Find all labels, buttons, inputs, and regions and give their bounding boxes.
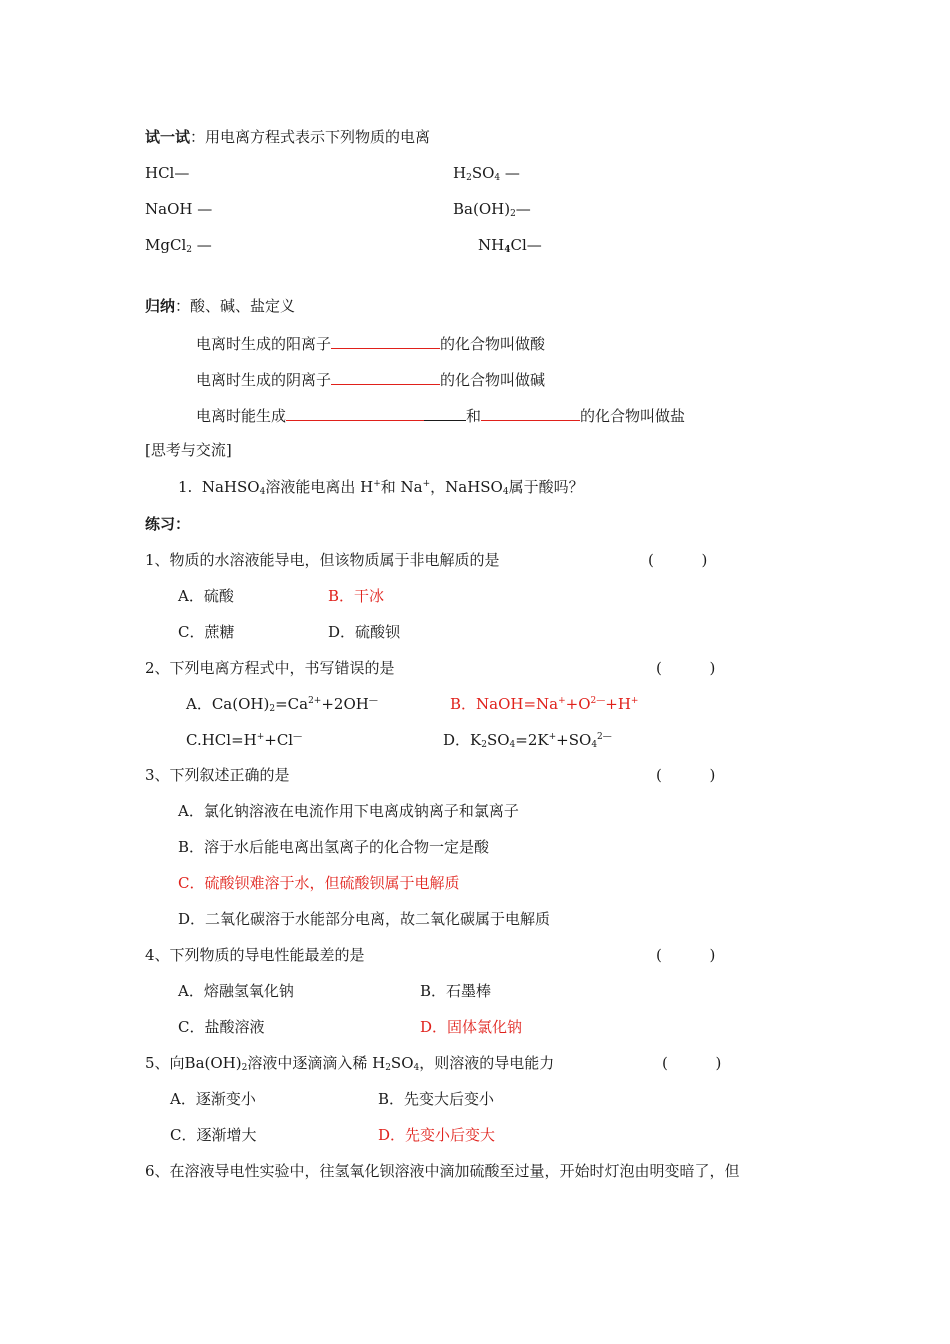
try-instruction: 试一试：用电离方程式表示下列物质的电离 — [145, 128, 431, 146]
q1-option-b[interactable]: B．干冰 — [328, 587, 385, 605]
q1-answer-paren[interactable]: ( ) — [648, 551, 708, 569]
salt-blank-1-tail — [424, 404, 466, 421]
q2-answer-paren[interactable]: ( ) — [656, 659, 716, 677]
q5-option-c[interactable]: C．逐渐增大 — [170, 1126, 257, 1144]
acid-definition: 电离时生成的阳离子 的化合物叫做酸 — [196, 332, 545, 354]
q3-answer-paren[interactable]: ( ) — [656, 766, 716, 784]
salt-definition: 电离时能生成 和 的化合物叫做盐 — [196, 404, 685, 426]
summary-title: 归纳：酸、碱、盐定义 — [145, 297, 296, 315]
q4-option-a[interactable]: A．熔融氢氧化钠 — [178, 982, 294, 1000]
formula-baoh2: $Ba(OH)_2—$ — [453, 200, 531, 219]
q2-option-b[interactable]: B．$NaOH=Na^++O^{2—}+H^+$ — [450, 695, 639, 713]
q2-option-d[interactable]: D．$K_2SO_4=2K^++SO_4^{2—}$ — [443, 731, 612, 750]
q3-stem: 3、下列叙述正确的是 — [145, 766, 290, 784]
q4-option-c[interactable]: C．盐酸溶液 — [178, 1018, 265, 1036]
q1-option-c[interactable]: C．蔗糖 — [178, 623, 235, 641]
formula-naoh: NaOH — — [145, 200, 213, 218]
base-definition: 电离时生成的阴离子 的化合物叫做碱 — [196, 368, 545, 390]
think-heading: [思考与交流] — [145, 441, 232, 459]
q6-stem: 6、在溶液导电性实验中，往氢氧化钡溶液中滴加硫酸至过量，开始时灯泡由明变暗了，但 — [145, 1162, 740, 1180]
formula-nh4cl: $NH_4Cl—$ — [478, 236, 542, 255]
q3-option-a[interactable]: A．氯化钠溶液在电流作用下电离成钠离子和氯离子 — [178, 802, 519, 820]
formula-mgcl2: MgCl$_2$ — — [145, 236, 212, 255]
salt-blank-1[interactable] — [286, 404, 424, 421]
summary-heading: 归纳 — [145, 297, 176, 315]
q4-option-d[interactable]: D．固体氯化钠 — [420, 1018, 523, 1036]
q5-option-a[interactable]: A．逐渐变小 — [170, 1090, 256, 1108]
q4-stem: 4、下列物质的导电性能最差的是 — [145, 946, 365, 964]
practice-heading: 练习： — [145, 515, 191, 533]
q4-answer-paren[interactable]: ( ) — [656, 946, 716, 964]
q1-option-a[interactable]: A．硫酸 — [178, 587, 234, 605]
q2-stem: 2、下列电离方程式中，书写错误的是 — [145, 659, 395, 677]
q3-option-c[interactable]: C．硫酸钡难溶于水，但硫酸钡属于电解质 — [178, 874, 460, 892]
q5-option-b[interactable]: B．先变大后变小 — [378, 1090, 495, 1108]
formula-h2so4: $H_2SO_4$ — — [453, 164, 520, 183]
q4-option-b[interactable]: B．石墨棒 — [420, 982, 492, 1000]
q5-option-d[interactable]: D．先变小后变大 — [378, 1126, 496, 1144]
salt-blank-2[interactable] — [481, 404, 580, 421]
q2-option-a[interactable]: A．$Ca(OH)_2=Ca^{2+}+2OH^—$ — [186, 695, 378, 714]
q3-option-b[interactable]: B．溶于水后能电离出氢离子的化合物一定是酸 — [178, 838, 490, 856]
acid-blank[interactable] — [331, 332, 440, 349]
q5-stem: 5、向$Ba(OH)_2$溶液中逐滴滴入稀 $H_2SO_4$，则溶液的导电能力 — [145, 1054, 555, 1073]
q5-answer-paren[interactable]: ( ) — [662, 1054, 722, 1072]
q3-option-d[interactable]: D．二氧化碳溶于水能部分电离，故二氧化碳属于电解质 — [178, 910, 551, 928]
try-heading: 试一试 — [145, 128, 191, 146]
think-question: 1. NaHSO$_4$溶液能电离出 H+和 Na+，NaHSO$_4$属于酸吗？ — [178, 478, 584, 497]
formula-hcl: HCl— — [145, 164, 190, 182]
base-blank[interactable] — [331, 368, 440, 385]
q1-stem: 1、物质的水溶液能导电，但该物质属于非电解质的是 — [145, 551, 500, 569]
q1-option-d[interactable]: D．硫酸钡 — [328, 623, 401, 641]
q2-option-c[interactable]: C.HCl=H++Cl— — [186, 731, 303, 749]
